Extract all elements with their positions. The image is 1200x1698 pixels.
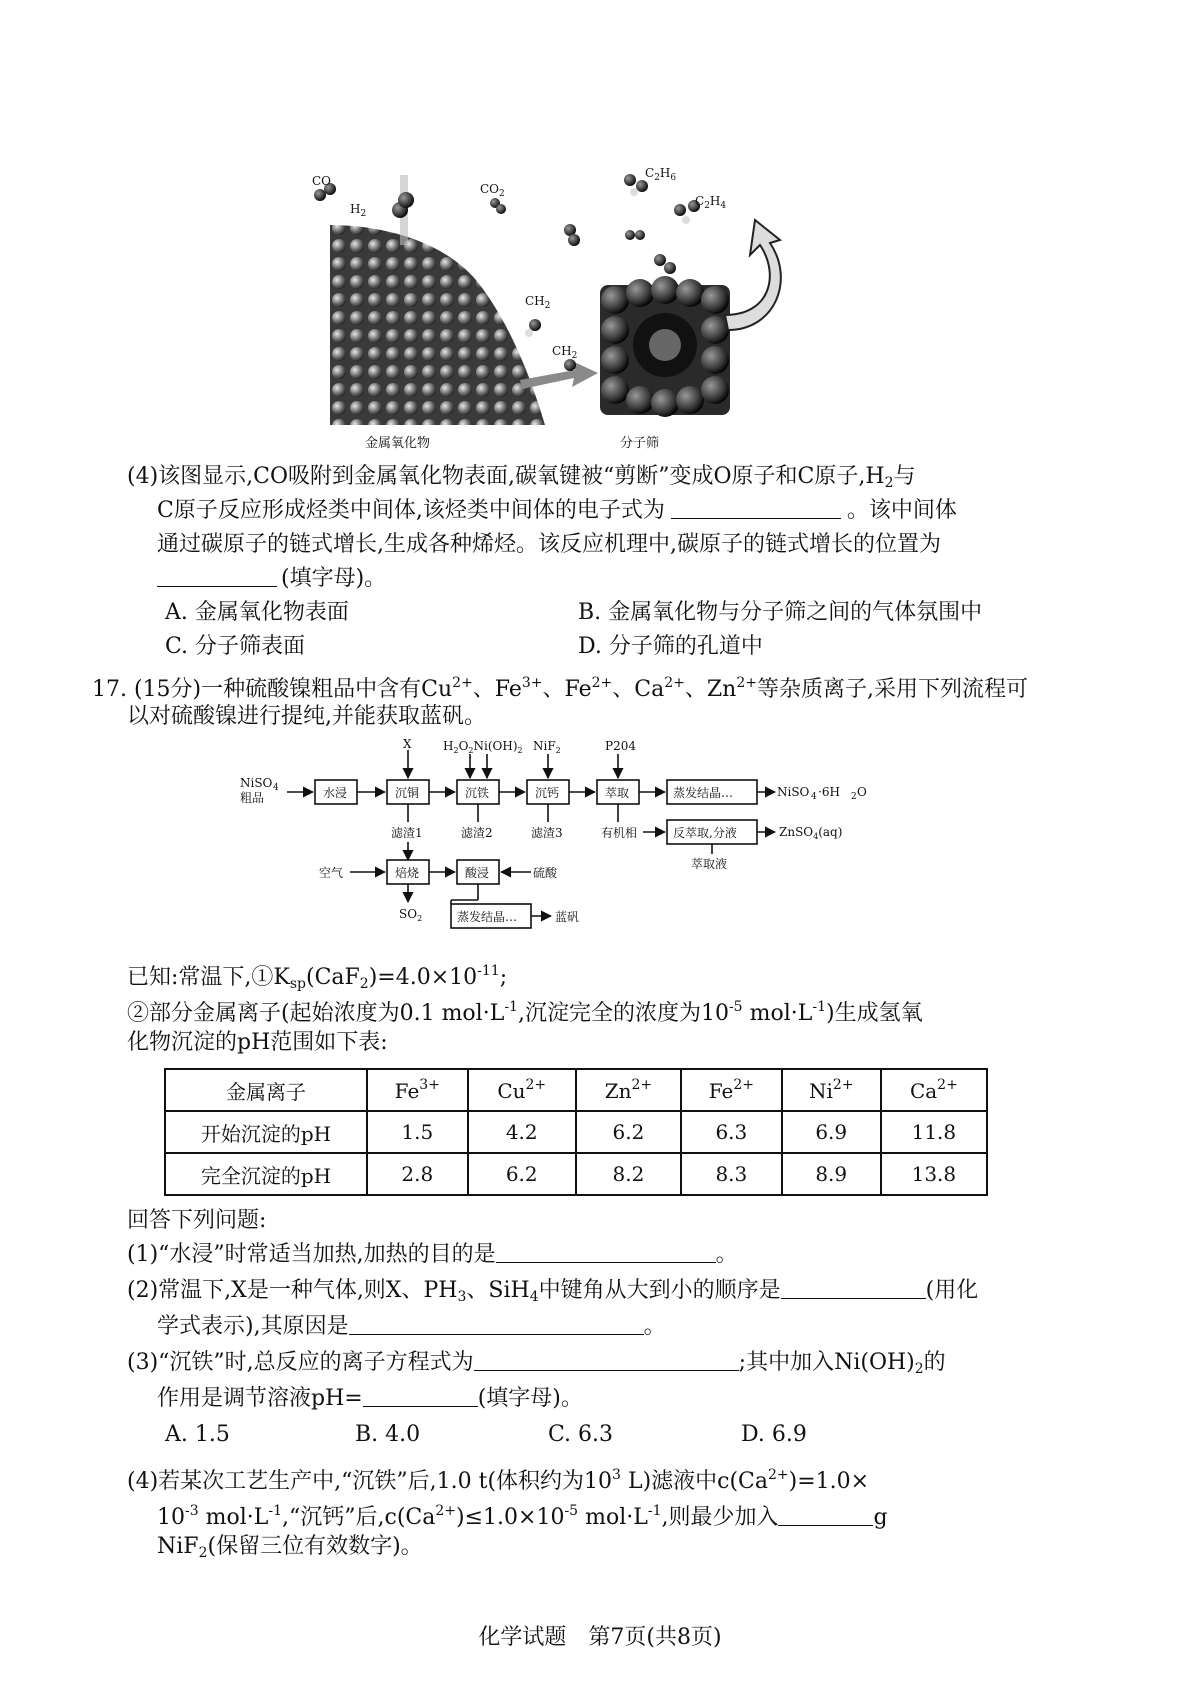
svg-text:酸浸: 酸浸 — [465, 866, 490, 880]
svg-text:NiF2: NiF$_2$ — [533, 739, 561, 755]
svg-text:滤渣2: 滤渣2 — [461, 826, 493, 840]
ion-zn2: $Zn^{2+}$ — [576, 1069, 681, 1111]
answer-blank[interactable] — [778, 1503, 873, 1526]
q16-4-line4: (填字母)。 — [157, 564, 386, 594]
svg-text:硫酸: 硫酸 — [533, 866, 558, 880]
option-d: D. 分子筛的孔道中 — [578, 634, 763, 659]
table-row — [165, 1153, 987, 1195]
q17-line2: 以对硫酸镍进行提纯,并能获取蓝矾。 — [127, 704, 486, 729]
answer-blank[interactable] — [349, 1312, 644, 1335]
label-sieve: 分子筛 — [620, 436, 660, 451]
q17-line1: 17. (15分)一种硫酸镍粗品中含有$Cu^{2+}$、$Fe^{3+}$、$Fe^{2+}$、$Ca^{2+}$、$Zn^{2+}$等杂质离子,采用下列流程可 — [92, 675, 1028, 702]
svg-text:H2O2Ni(OH)2: $H_2O_2Ni(OH)_2$ — [443, 739, 523, 755]
q17-2-line2: 学式表示),其原因是 。 — [157, 1314, 666, 1339]
q16-4-line1: (4)该图显示,CO吸附到金属氧化物表面,碳氧键被“剪断”变成O原子和C原子$,H_2$与 — [127, 464, 916, 491]
svg-text:·6H: ·6H — [818, 785, 840, 799]
table-cell: 6.3 — [681, 1111, 782, 1153]
svg-text:萃取液: 萃取液 — [691, 857, 728, 871]
svg-text:SO2: $SO_2$ — [399, 907, 423, 923]
table-cell: 8.3 — [681, 1153, 782, 1195]
svg-text:水浸: 水浸 — [323, 786, 348, 800]
svg-text:沉铁: 沉铁 — [465, 786, 490, 800]
table-cell: 6.2 — [468, 1153, 576, 1195]
ion-fe3: $Fe^{3+}$ — [367, 1069, 468, 1111]
label-co: CO — [312, 174, 332, 188]
svg-text:ZnSO4(aq): ZnSO$_4$(aq) — [779, 825, 843, 841]
option-b: B. 金属氧化物与分子筛之间的气体氛围中 — [578, 600, 983, 625]
transfer-arrow — [520, 360, 598, 389]
label-ch2-bottom: $CH_2$ — [552, 344, 578, 361]
label-metal-oxide: 金属氧化物 — [365, 436, 431, 451]
q17-1: (1)“水浸”时常适当加热,加热的目的是 。 — [127, 1242, 738, 1267]
q3-option-a: A. 1.5 — [165, 1422, 230, 1447]
table-header-row — [165, 1069, 987, 1111]
svg-text:P204: P204 — [605, 739, 636, 753]
svg-text:4: 4 — [811, 792, 817, 802]
svg-text:X: X — [403, 737, 412, 751]
svg-text:滤渣3: 滤渣3 — [531, 826, 563, 840]
answer-blank[interactable] — [157, 564, 277, 587]
known-3: 化物沉淀的pH范围如下表: — [127, 1030, 388, 1055]
q17-3-line2: 作用是调节溶液pH= (填字母)。 — [157, 1386, 583, 1411]
svg-text:滤渣1: 滤渣1 — [391, 826, 423, 840]
table-cell: 11.8 — [881, 1111, 987, 1153]
table-cell: 8.9 — [782, 1153, 881, 1195]
ion-fe2: $Fe^{2+}$ — [681, 1069, 782, 1111]
known-2: ②部分金属离子(起始浓度为0.1 $mol\cdot L^{-1}$,沉淀完全的浓度为$10^{-5}$ $mol\cdot L^{-1}$)生成氢氧 — [127, 999, 923, 1026]
page-footer: 化学试题 第7页(共8页) — [478, 1625, 722, 1650]
label-c2h6: $C_2H_6$ — [645, 166, 677, 183]
ph-table — [164, 1068, 988, 1196]
svg-text:2: 2 — [851, 792, 857, 802]
answer-blank[interactable] — [363, 1384, 478, 1407]
table-cell: 6.9 — [782, 1111, 881, 1153]
table-cell: 8.2 — [576, 1153, 681, 1195]
label-c2h4: $C_2H_4$ — [695, 194, 727, 211]
q16-4-line3: 通过碳原子的链式增长,生成各种烯烃。该反应机理中,碳原子的链式增长的位置为 — [157, 532, 941, 557]
answer-blank[interactable] — [781, 1276, 926, 1299]
svg-text:沉钙: 沉钙 — [535, 786, 560, 800]
table-cell: 1.5 — [367, 1111, 468, 1153]
table-row — [165, 1111, 987, 1153]
q3-option-d: D. 6.9 — [741, 1422, 807, 1447]
q17-3: (3)“沉铁”时,总反应的离子方程式为 ;其中加入$Ni(OH)_2$的 — [127, 1350, 946, 1377]
molecular-sieve — [600, 276, 730, 417]
table-cell: 2.8 — [367, 1153, 468, 1195]
svg-text:O: O — [857, 785, 867, 799]
svg-text:NiSO: NiSO — [240, 776, 273, 790]
svg-text:粗品: 粗品 — [240, 791, 265, 805]
option-c: C. 分子筛表面 — [165, 634, 306, 659]
table-header-label: 金属离子 — [165, 1069, 367, 1111]
label-h2: $H_2$ — [350, 202, 367, 219]
answer-blank[interactable] — [671, 496, 841, 519]
svg-text:NiSO: NiSO — [777, 785, 810, 799]
process-flowchart — [240, 737, 895, 952]
svg-text:焙烧: 焙烧 — [395, 866, 420, 880]
answer-blank[interactable] — [474, 1348, 739, 1371]
ion-ca2: $Ca^{2+}$ — [881, 1069, 987, 1111]
row-label: 开始沉淀的pH — [165, 1111, 367, 1153]
svg-text:蒸发结晶…: 蒸发结晶… — [457, 910, 518, 924]
table-cell: 4.2 — [468, 1111, 576, 1153]
product-arrow — [725, 220, 781, 330]
table-cell: 13.8 — [881, 1153, 987, 1195]
svg-text:反萃取,分液: 反萃取,分液 — [673, 826, 737, 840]
ion-ni2: $Ni^{2+}$ — [782, 1069, 881, 1111]
q3-option-c: C. 6.3 — [548, 1422, 614, 1447]
svg-text:蒸发结晶…: 蒸发结晶… — [673, 786, 734, 800]
q16-4-line2: C原子反应形成烃类中间体,该烃类中间体的电子式为 。该中间体 — [157, 498, 957, 523]
svg-text:空气: 空气 — [319, 866, 344, 880]
questions-intro: 回答下列问题: — [127, 1208, 267, 1233]
table-cell: 6.2 — [576, 1111, 681, 1153]
q17-2: (2)常温下,X是一种气体,则X、$PH_3$、SiH$_4$中键角从大到小的顺序是 (用化 — [127, 1278, 979, 1305]
answer-blank[interactable] — [496, 1240, 716, 1263]
svg-text:萃取: 萃取 — [605, 786, 630, 800]
known-1: 已知:常温下$,①K_{sp}(CaF_2)=4.0\times 10^{-11}$; — [127, 963, 508, 992]
svg-text:4: 4 — [273, 783, 279, 793]
svg-text:蓝矾: 蓝矾 — [555, 910, 580, 924]
row-label: 完全沉淀的pH — [165, 1153, 367, 1195]
svg-text:有机相: 有机相 — [601, 826, 638, 840]
reaction-mechanism-figure — [312, 165, 870, 455]
svg-text:沉铜: 沉铜 — [395, 786, 420, 800]
ion-cu2: $Cu^{2+}$ — [468, 1069, 576, 1111]
q17-4: (4)若某次工艺生产中,“沉铁”后,1.0 t(体积约为$10^3$ L)滤液中$c(Ca^{2+})=1.0\times$ — [127, 1467, 870, 1494]
label-co2: $CO_2$ — [480, 182, 505, 199]
option-a: A. 金属氧化物表面 — [165, 600, 349, 625]
q3-option-b: B. 4.0 — [355, 1422, 421, 1447]
q17-4-line2: $10^{-3}$ $mol\cdot L^{-1},“$沉钙”后$,c(Ca^{2+})\le 1.0\times 10^{-5}$ $mol\cdot L^{-1}$,则最少加入 g — [157, 1503, 888, 1530]
label-ch2-top: $CH_2$ — [525, 294, 551, 311]
q17-4-line3: NiF$_2$(保留三位有效数字)。 — [157, 1534, 423, 1561]
